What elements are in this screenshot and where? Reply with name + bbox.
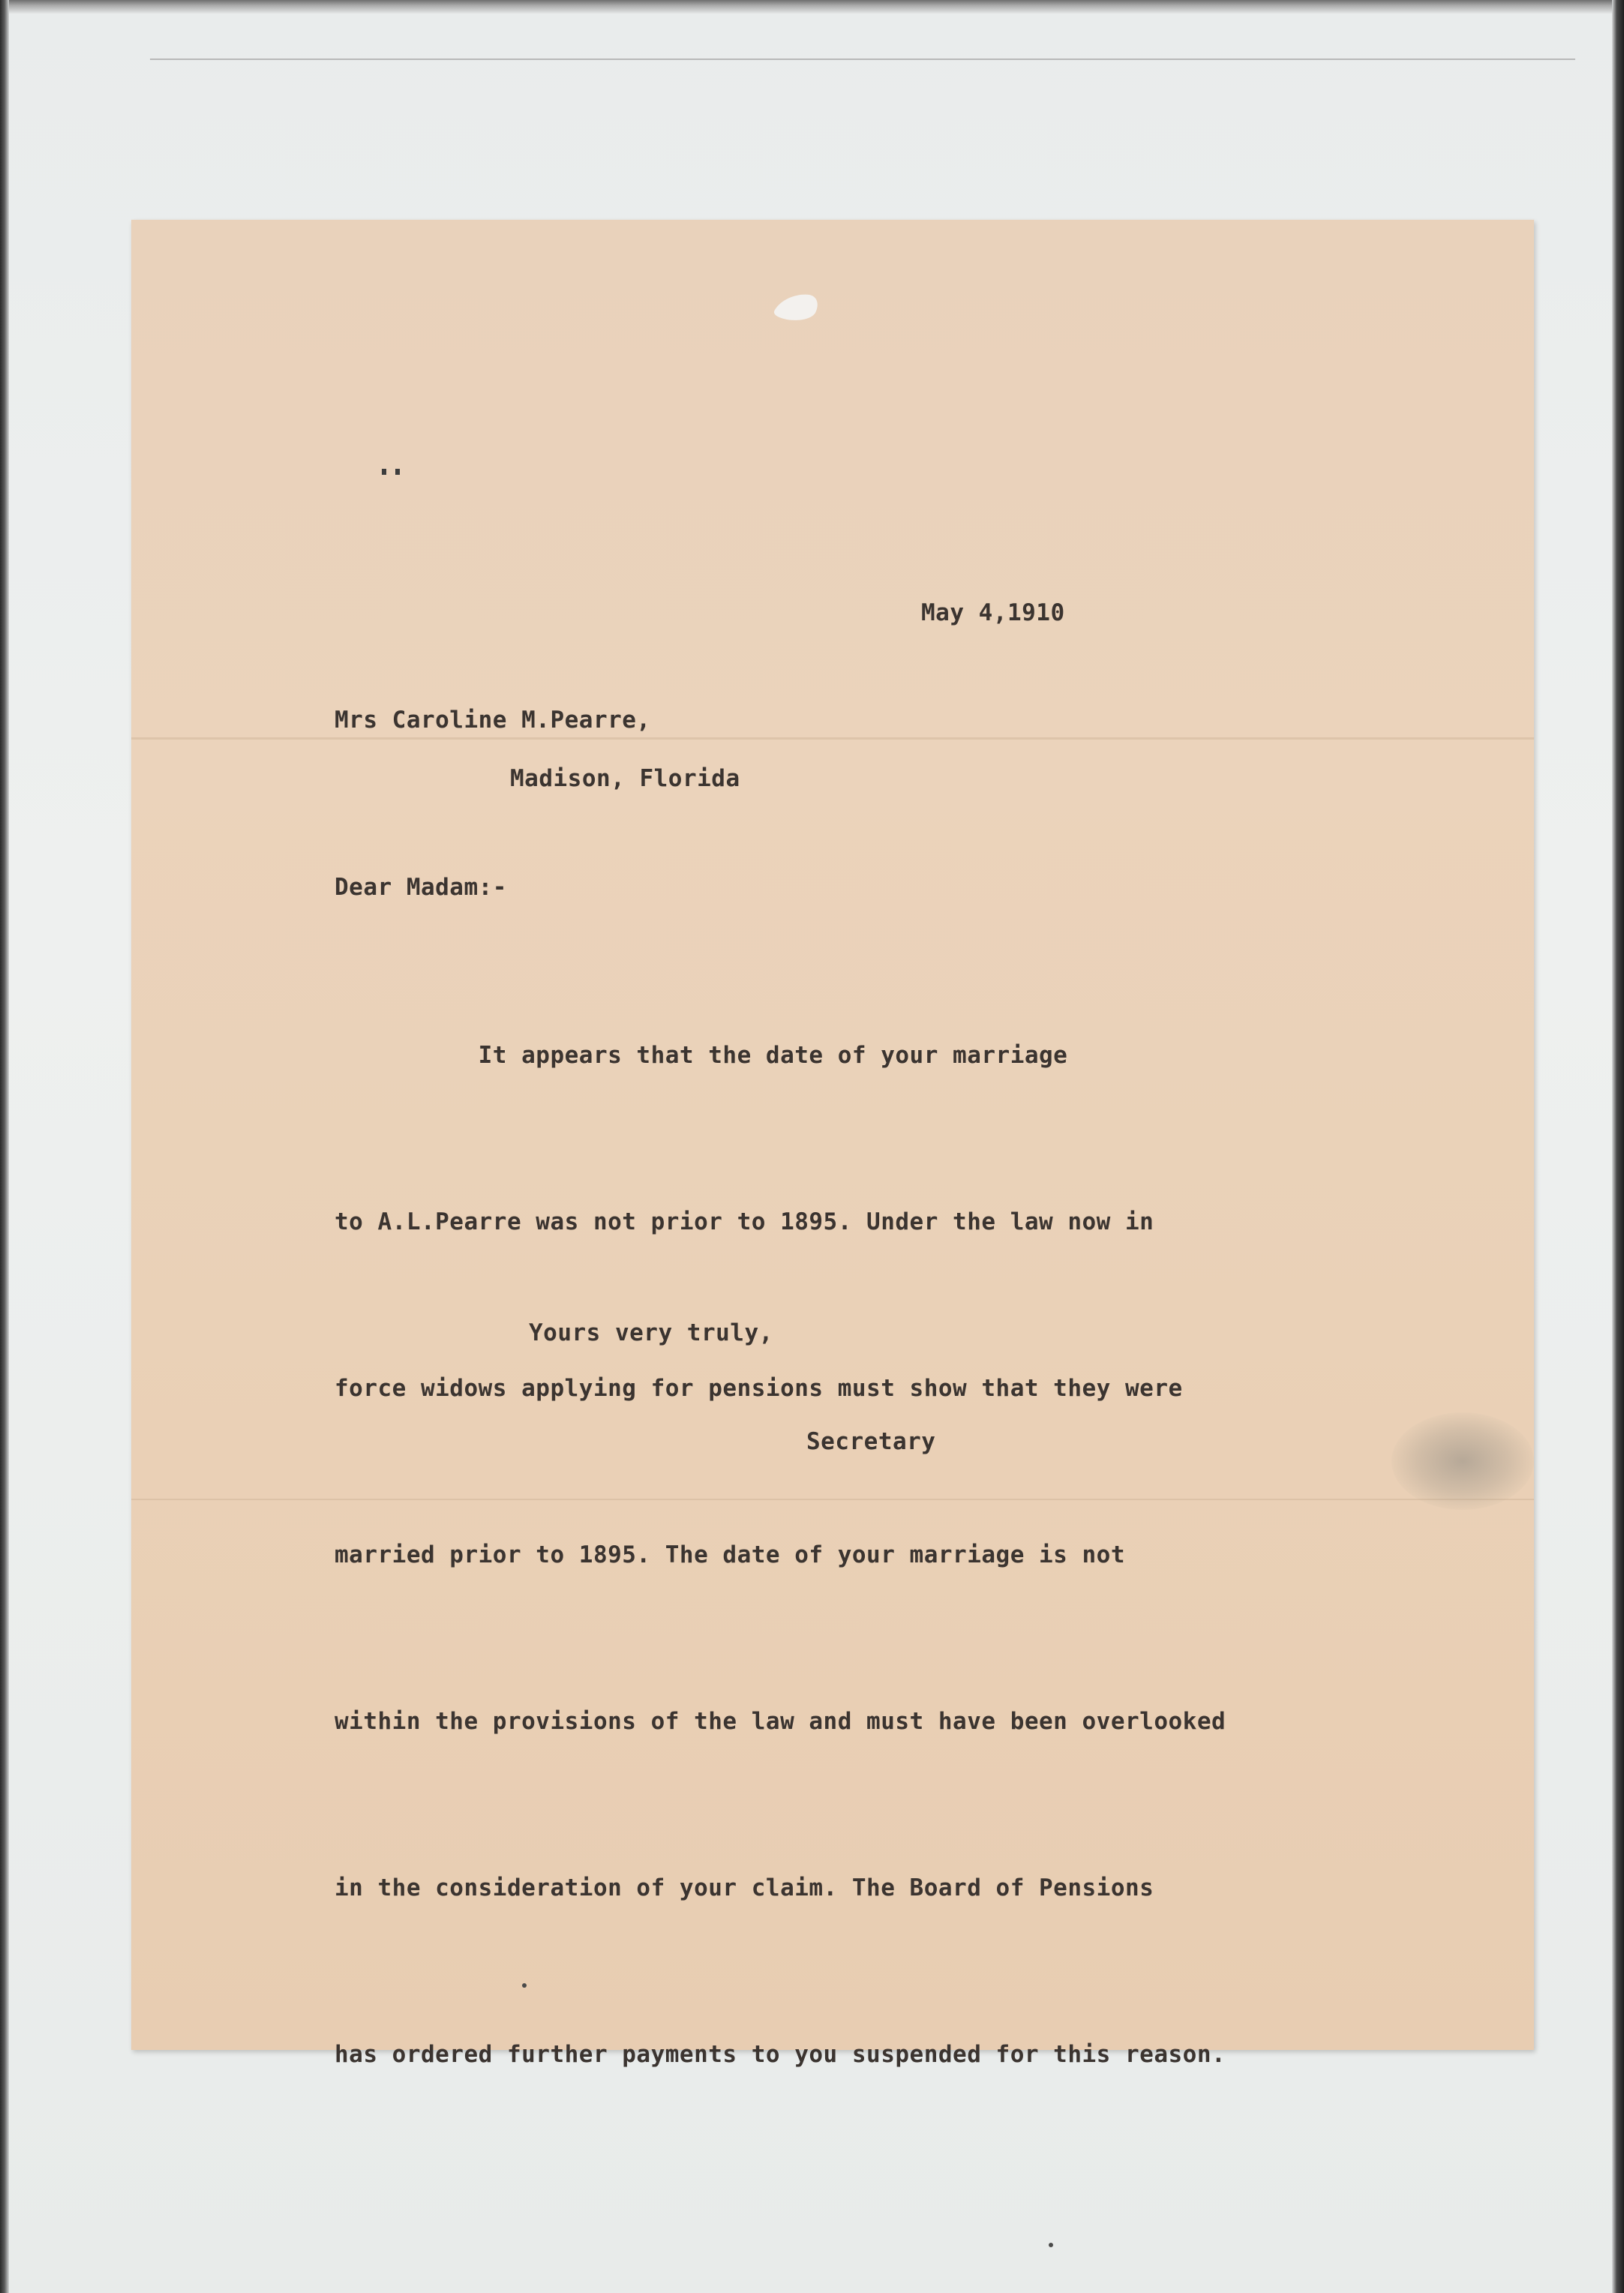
salutation: Dear Madam:-	[335, 874, 507, 901]
thumb-smudge	[1391, 1412, 1534, 1510]
paper-speck	[522, 1983, 527, 1988]
body-line: married prior to 1895. The date of your marriage is not	[335, 1541, 1125, 1568]
signature-title: Secretary	[806, 1428, 936, 1455]
recipient-location: Madison, Florida	[510, 765, 740, 792]
paper-tear-mark	[761, 287, 836, 329]
letter-body	[335, 917, 1226, 2138]
recipient-name: Mrs Caroline M.Pearre,	[335, 707, 651, 734]
scanner-line	[150, 59, 1575, 60]
closing: Yours very truly,	[529, 1319, 773, 1346]
body-line: in the consideration of your claim. The Board of Pensions	[335, 1874, 1154, 1901]
body-line: force widows applying for pensions must show that they were	[335, 1375, 1183, 1402]
body-line: within the provisions of the law and must have been overlooked	[335, 1708, 1226, 1735]
scanner-right-edge	[1612, 0, 1624, 2293]
body-line: It appears that the date of your marriage	[335, 1042, 1068, 1069]
body-line: has ordered further payments to you suspended for this reason.	[335, 2041, 1226, 2068]
letter-date: May 4,1910	[921, 599, 1065, 626]
staple-marks	[382, 467, 404, 478]
scanner-left-edge	[0, 0, 9, 2293]
body-line: to A.L.Pearre was not prior to 1895. Under the law now in	[335, 1208, 1154, 1235]
scanner-top-edge	[0, 0, 1624, 14]
scanner-speck	[1049, 2243, 1053, 2247]
